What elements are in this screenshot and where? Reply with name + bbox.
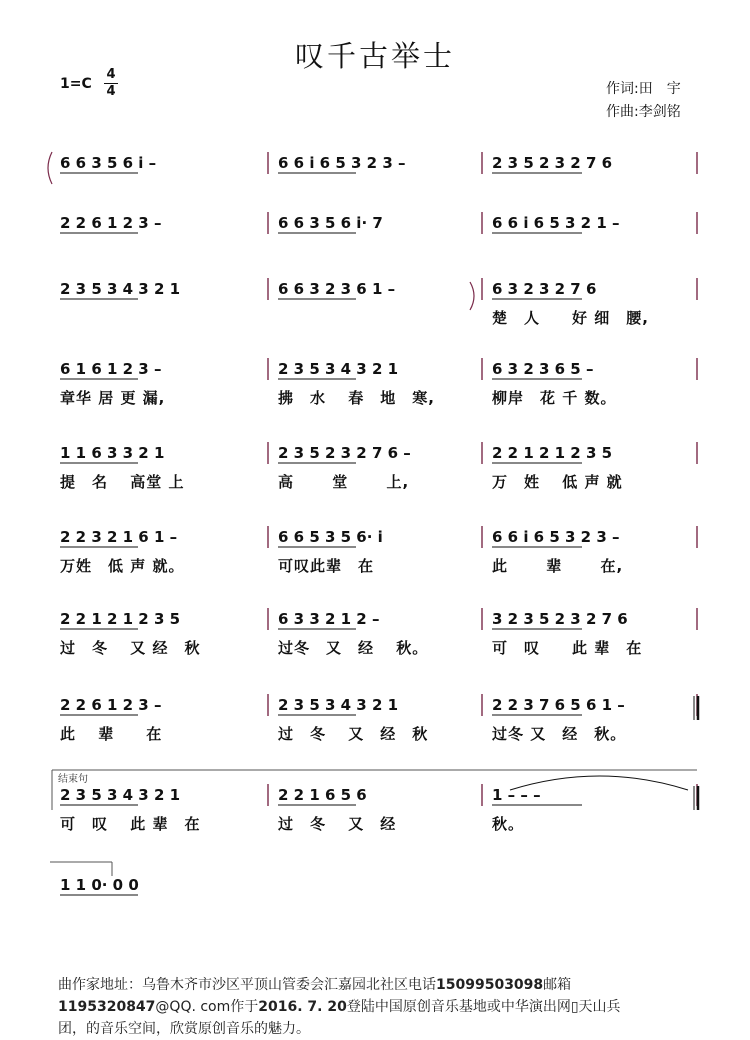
measure-notes: 2 2 6 1 2 3 – — [60, 696, 162, 714]
lyric-line: 柳岸 花 千 数。 — [492, 389, 617, 407]
measure-notes: 6 6 i 6 5 3 2 3 – — [278, 154, 406, 172]
measure-notes: 2 2 6 1 2 3 – — [60, 214, 162, 232]
lyric-line: 此 辈 在 — [60, 725, 163, 743]
lyric-line: 提 名 高堂 上 — [60, 473, 185, 491]
footer-phone: 15099503098 — [436, 977, 544, 993]
lyric-line: 章华 居 更 漏, — [60, 389, 166, 407]
footer-line-2 — [58, 996, 718, 1018]
measure-notes: 6 6 3 5 6 i – — [60, 154, 157, 172]
lyric-line: 过 冬 又 经 秋 — [60, 639, 201, 657]
measure-notes: 2 3 5 2 3 2 7 6 — [492, 154, 613, 172]
lyric-line: 此 辈 在, — [492, 557, 624, 575]
measure-notes: 3 2 3 5 2 3 2 7 6 — [492, 610, 628, 628]
measure-notes: 6 6 i 6 5 3 2 3 – — [492, 528, 620, 546]
footer-date: 2016. 7. 20 — [258, 999, 347, 1015]
footer-mail-domain: @QQ. com作于 — [155, 999, 259, 1015]
system-bracket — [48, 152, 52, 184]
measure-notes: 2 3 5 3 4 3 2 1 — [278, 696, 399, 714]
footer-line-3 — [58, 1018, 718, 1040]
lyric-line: 过冬 又 经 秋。 — [492, 725, 627, 743]
measure-notes: 2 2 1 6 5 6 — [278, 786, 367, 804]
lyricist-credit: 作词:田 宇 — [606, 81, 681, 97]
measure-notes: 6 6 3 2 3 6 1 – — [278, 280, 396, 298]
measure-notes: 2 2 1 2 1 2 3 5 — [60, 610, 181, 628]
footer-contact — [58, 974, 718, 1040]
lyric-line: 可叹此辈 在 — [278, 557, 375, 575]
measure-notes: 6 6 i 6 5 3 2 1 – — [492, 214, 620, 232]
lyric-line: 可 叹 此 辈 在 — [60, 815, 201, 833]
measure-notes: 2 3 5 3 4 3 2 1 — [278, 360, 399, 378]
measure-notes: 2 3 5 3 4 3 2 1 — [60, 786, 181, 804]
key-signature: 1=C — [60, 76, 92, 92]
repeat-bracket — [470, 282, 474, 310]
footer-line-1 — [58, 974, 718, 996]
measure-notes: 2 2 3 7 6 5 6 1 – — [492, 696, 625, 714]
footer-qq: 1195320847 — [58, 999, 156, 1015]
time-signature-top: 4 — [106, 67, 116, 82]
measure-notes: 6 3 3 2 1 2 – — [278, 610, 380, 628]
measure-notes: 1 – – – — [492, 786, 541, 804]
lyric-line: 万姓 低 声 就。 — [60, 557, 185, 575]
composer-credit: 作曲:李剑铭 — [606, 104, 681, 120]
measure-notes: 2 2 3 2 1 6 1 – — [60, 528, 178, 546]
lyric-line: 万 姓 低 声 就 — [492, 473, 623, 491]
measure-notes: 6 1 6 1 2 3 – — [60, 360, 162, 378]
measure-notes: 2 3 5 3 4 3 2 1 — [60, 280, 181, 298]
footer-address: 曲作家地址：乌鲁木齐市沙区平顶山管委会汇嘉园北社区电话 — [58, 977, 436, 993]
lyric-line: 可 叹 此 辈 在 — [492, 639, 643, 657]
measure-notes: 2 2 1 2 1 2 3 5 — [492, 444, 613, 462]
lyric-line: 秋。 — [492, 815, 525, 833]
page-title: 叹千古举士 — [294, 39, 455, 73]
measure-notes: 6 6 5 3 5 6· i — [278, 528, 383, 546]
lyric-line: 楚 人 好 细 腰, — [492, 309, 649, 327]
footer-mail-label: 邮箱 — [543, 977, 572, 993]
lyric-line: 拂 水 春 地 寒, — [278, 389, 435, 407]
measure-notes: 1 1 0· 0 0 — [60, 876, 139, 894]
lyric-line: 过冬 又 经 秋。 — [278, 639, 429, 657]
footer-site: 登陆中国原创音乐基地或中华演出网▯天山兵 — [346, 999, 621, 1015]
lyric-line: 过 冬 又 经 — [278, 815, 397, 833]
measure-notes: 1 1 6 3 3 2 1 — [60, 444, 165, 462]
measure-notes: 2 3 5 2 3 2 7 6 – — [278, 444, 411, 462]
lyric-line: 高 堂 上, — [278, 473, 410, 491]
measure-notes: 6 3 2 3 6 5 – — [492, 360, 594, 378]
measure-notes: 6 6 3 5 6 i· 7 — [278, 214, 383, 232]
measure-notes: 6 3 2 3 2 7 6 — [492, 280, 597, 298]
ending-label: 结束句 — [58, 774, 88, 785]
lyric-line: 过 冬 又 经 秋 — [278, 725, 429, 743]
time-signature-bottom: 4 — [106, 84, 116, 99]
footer-note: 团，的音乐空间，欣赏原创音乐的魅力。 — [58, 1021, 310, 1037]
